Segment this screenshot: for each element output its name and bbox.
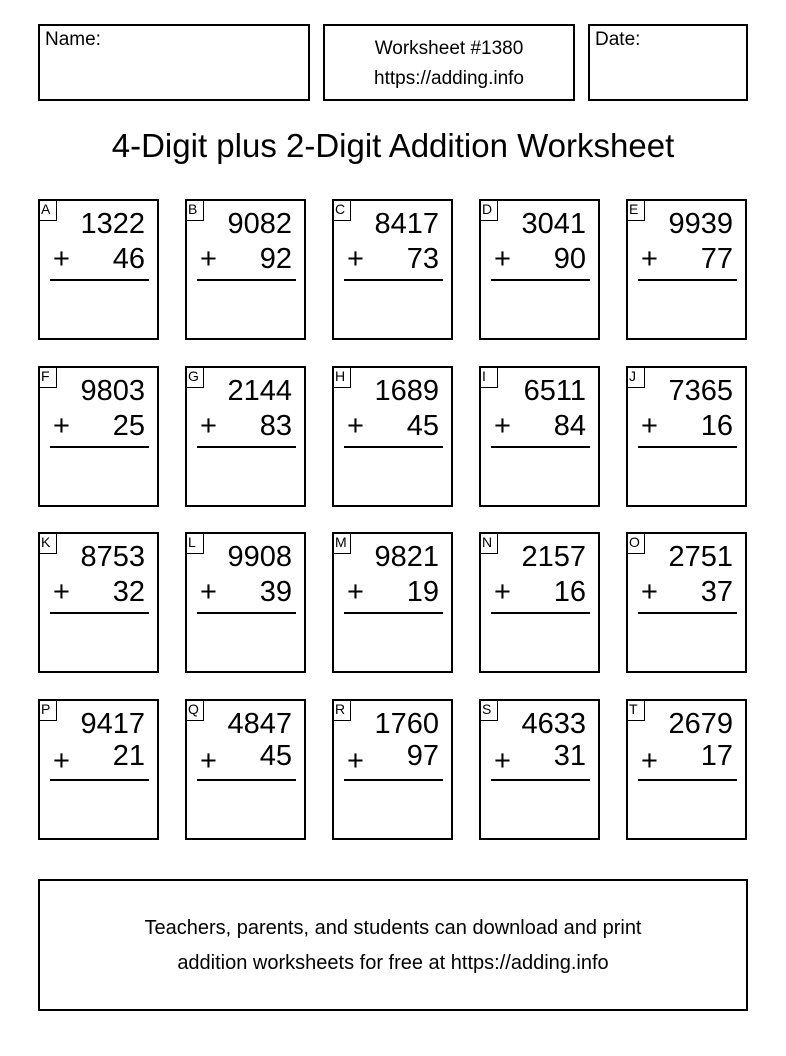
problem-letter: Q: [185, 699, 204, 721]
date-label: Date:: [595, 29, 641, 50]
plus-sign: +: [494, 576, 511, 608]
problem-letter: P: [38, 699, 57, 721]
top-addend: 2751: [668, 541, 733, 573]
top-addend: 9082: [227, 208, 292, 240]
problem-letter: T: [626, 699, 645, 721]
plus-sign: +: [347, 576, 364, 608]
answer-line: [491, 279, 590, 281]
bottom-addend: 31: [553, 740, 586, 772]
answer-line: [344, 779, 443, 781]
problem-letter: G: [185, 366, 204, 388]
top-addend: 3041: [521, 208, 586, 240]
problem-box: [332, 366, 453, 507]
plus-sign: +: [494, 410, 511, 442]
problem-box: [38, 699, 159, 840]
plus-sign: +: [200, 410, 217, 442]
top-addend: 8417: [374, 208, 439, 240]
plus-sign: +: [347, 745, 364, 777]
problem-letter: D: [479, 199, 498, 221]
problem-box: [626, 366, 747, 507]
plus-sign: +: [641, 745, 658, 777]
plus-sign: +: [347, 410, 364, 442]
problem-box: [479, 199, 600, 340]
top-addend: 4847: [227, 708, 292, 740]
bottom-addend: 45: [406, 410, 439, 442]
answer-line: [638, 446, 737, 448]
problem-letter: N: [479, 532, 498, 554]
answer-line: [344, 279, 443, 281]
answer-line: [491, 612, 590, 614]
top-addend: 9821: [374, 541, 439, 573]
top-addend: 2144: [227, 375, 292, 407]
bottom-addend: 39: [259, 576, 292, 608]
answer-line: [344, 446, 443, 448]
top-addend: 9939: [668, 208, 733, 240]
problem-box: [185, 199, 306, 340]
problem-letter: J: [626, 366, 645, 388]
bottom-addend: 21: [112, 740, 145, 772]
bottom-addend: 37: [700, 576, 733, 608]
answer-line: [491, 446, 590, 448]
top-addend: 7365: [668, 375, 733, 407]
plus-sign: +: [200, 576, 217, 608]
problem-box: [38, 199, 159, 340]
top-addend: 9803: [80, 375, 145, 407]
problem-box: [479, 366, 600, 507]
bottom-addend: 84: [553, 410, 586, 442]
answer-line: [50, 612, 149, 614]
answer-line: [491, 779, 590, 781]
problem-box: [479, 532, 600, 673]
problem-letter: M: [332, 532, 351, 554]
plus-sign: +: [200, 243, 217, 275]
plus-sign: +: [494, 243, 511, 275]
problem-box: [332, 699, 453, 840]
problem-letter: S: [479, 699, 498, 721]
plus-sign: +: [494, 745, 511, 777]
problem-box: [626, 199, 747, 340]
bottom-addend: 73: [406, 243, 439, 275]
problem-letter: I: [479, 366, 498, 388]
bottom-addend: 19: [406, 576, 439, 608]
footer-line-2: addition worksheets for free at https://adding.info: [177, 952, 609, 974]
bottom-addend: 25: [112, 410, 145, 442]
problem-box: [185, 699, 306, 840]
bottom-addend: 46: [112, 243, 145, 275]
answer-line: [197, 612, 296, 614]
answer-line: [197, 446, 296, 448]
answer-line: [50, 279, 149, 281]
footer-box: [38, 879, 748, 1011]
problem-letter: F: [38, 366, 57, 388]
plus-sign: +: [641, 410, 658, 442]
answer-line: [638, 779, 737, 781]
problem-box: [626, 532, 747, 673]
bottom-addend: 16: [553, 576, 586, 608]
worksheet-id-box: [323, 24, 575, 101]
plus-sign: +: [53, 410, 70, 442]
worksheet-url: https://adding.info: [374, 68, 524, 89]
plus-sign: +: [347, 243, 364, 275]
bottom-addend: 97: [406, 740, 439, 772]
answer-line: [197, 779, 296, 781]
plus-sign: +: [53, 576, 70, 608]
top-addend: 8753: [80, 541, 145, 573]
answer-line: [50, 779, 149, 781]
problem-letter: R: [332, 699, 351, 721]
worksheet-number: Worksheet #1380: [374, 38, 524, 59]
problem-letter: H: [332, 366, 351, 388]
problem-letter: L: [185, 532, 204, 554]
problem-letter: K: [38, 532, 57, 554]
answer-line: [50, 446, 149, 448]
plus-sign: +: [53, 243, 70, 275]
plus-sign: +: [53, 745, 70, 777]
footer-line-1: Teachers, parents, and students can download and print: [144, 917, 642, 939]
problem-box: [185, 532, 306, 673]
bottom-addend: 32: [112, 576, 145, 608]
top-addend: 9417: [80, 708, 145, 740]
bottom-addend: 45: [259, 740, 292, 772]
name-label: Name:: [45, 29, 101, 50]
plus-sign: +: [641, 243, 658, 275]
top-addend: 2679: [668, 708, 733, 740]
problem-box: [185, 366, 306, 507]
problem-letter: A: [38, 199, 57, 221]
top-addend: 1322: [80, 208, 145, 240]
date-box: [588, 24, 748, 101]
top-addend: 2157: [521, 541, 586, 573]
problem-box: [38, 366, 159, 507]
top-addend: 6511: [523, 375, 586, 407]
problem-box: [332, 532, 453, 673]
problem-box: [626, 699, 747, 840]
bottom-addend: 17: [700, 740, 733, 772]
plus-sign: +: [200, 745, 217, 777]
answer-line: [638, 612, 737, 614]
problem-letter: C: [332, 199, 351, 221]
bottom-addend: 90: [553, 243, 586, 275]
bottom-addend: 83: [259, 410, 292, 442]
top-addend: 1760: [374, 708, 439, 740]
problem-letter: O: [626, 532, 645, 554]
problem-box: [38, 532, 159, 673]
top-addend: 4633: [521, 708, 586, 740]
top-addend: 9908: [227, 541, 292, 573]
problem-box: [332, 199, 453, 340]
plus-sign: +: [641, 576, 658, 608]
top-addend: 1689: [374, 375, 439, 407]
worksheet-title: 4-Digit plus 2-Digit Addition Worksheet: [111, 127, 675, 164]
answer-line: [638, 279, 737, 281]
name-box: [38, 24, 310, 101]
answer-line: [197, 279, 296, 281]
bottom-addend: 92: [259, 243, 292, 275]
problem-letter: E: [626, 199, 645, 221]
answer-line: [344, 612, 443, 614]
problem-letter: B: [185, 199, 204, 221]
bottom-addend: 16: [700, 410, 733, 442]
bottom-addend: 77: [700, 243, 733, 275]
problem-box: [479, 699, 600, 840]
